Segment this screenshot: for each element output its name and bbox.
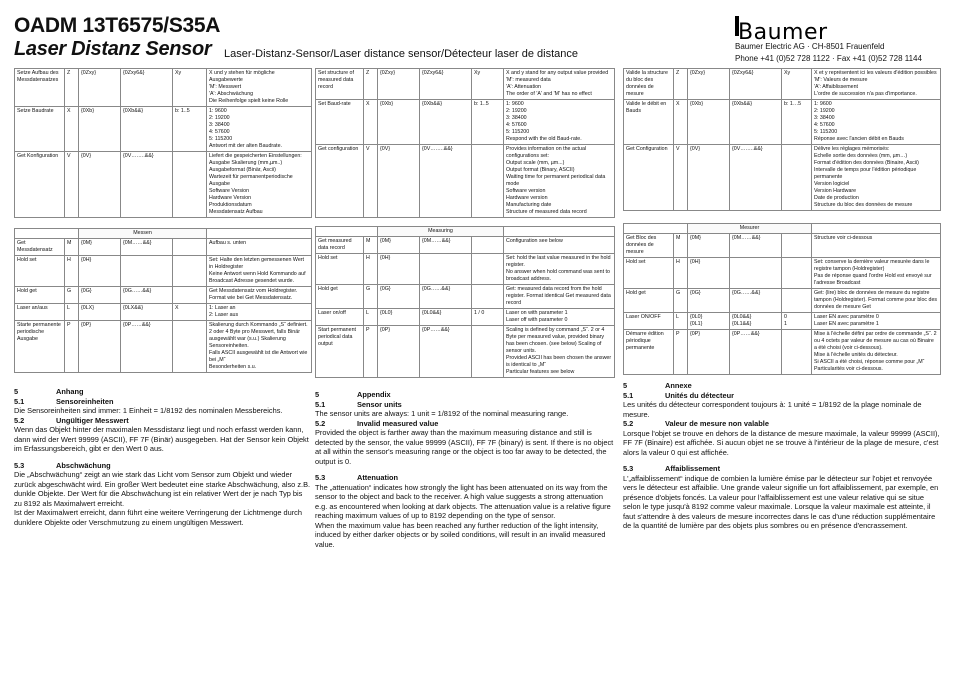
table-cell: G [65,287,79,304]
table-cell: b: 1..5 [472,100,504,145]
table-cell: P [364,326,378,378]
table-cell: G [364,285,378,309]
table-cell: 1: 9600 2: 19200 3: 38400 4: 57600 5: 115200 Respond with the old Baud-rate. [504,100,615,145]
table-cell: M [364,237,378,254]
table-cell: {0Zxy} [378,69,420,100]
table-cell [420,254,472,285]
table-cell [173,287,207,304]
table-cell: Set: hold the last value measured in the hold register. No answer when hold command was sent to broadcast address. [504,254,615,285]
section-heading: Attenuation [357,473,399,482]
table-cell: Hold get [15,287,65,304]
table-cell: X et y représentent ici les valeurs d'édition possibles 'M': Valeurs de mesure 'A': Affaiblissement L'ordre de succession n'a pas d'importance. [812,69,941,100]
table-cell [472,285,504,309]
table-row [624,100,941,145]
section-heading: Ungültiger Messwert [56,415,129,425]
table-section-header: Measuring [378,227,504,237]
table-row [15,256,312,287]
table-cell: {0Zxy6&} [420,69,472,100]
table-cell: Aufbau s. unten [207,239,312,256]
table-cell: {0G} [378,285,420,309]
table-cell: {0P……&&} [420,326,472,378]
table-cell: Hold set [624,258,674,289]
table-cell: {0G……&&} [730,289,782,313]
table-row [624,234,941,258]
table-cell: {0Xb} [688,100,730,145]
table-cell: Valide le débit en Bauds [624,100,674,145]
measure-table-body [15,229,312,373]
section-number: 5 [14,387,19,396]
table-row [15,287,312,304]
table-cell: 1: 9600 2: 19200 3: 38400 4: 57600 5: 115200 Antwort mit der alten Baudrate. [207,107,312,152]
table-cell: Xy [173,69,207,107]
table-row [316,237,615,254]
table-cell: Get Konfiguration [15,152,65,218]
section-number: 5.3 [14,460,25,470]
table-cell: {0H} [79,256,121,287]
section-heading: Appendix [357,390,391,399]
table-header-row [316,227,615,237]
table-cell: Z [674,69,688,100]
table-cell: {0H} [688,258,730,289]
section-number: 5.2 [14,415,25,425]
table-cell: Get measured data record [316,237,364,254]
table-cell: Configuration see below [504,237,615,254]
table-cell: {0Xb} [79,107,121,152]
table-cell: Xy [782,69,812,100]
section-heading: Unités du détecteur [665,390,734,400]
table-cell: Start permanent periodical data output [316,326,364,378]
table-cell [121,256,173,287]
table-cell: Valide la structure du bloc des données de mesure [624,69,674,100]
table-cell: Laser ON/OFF [624,313,674,330]
section-number: 5.2 [315,418,326,428]
table-cell: Provides information on the actual configurations set: Output scale (mm, µm...) Output format (Binary, ASCII) Waiting time for permanent periodical data mode Software version Hardware version Manufacturing date Structure of measured data record [504,145,615,218]
table-cell: X und y stehen für mögliche Ausgabewerte 'M': Messwert 'A': Abschwächung Die Reihenfolge spielt keine Rolle [207,69,312,107]
table-cell [782,258,812,289]
section-body: Die „Abschwächung“ zeigt an wie stark das Licht vom Sensor zum Objekt und wieder zurück abgeschwächt wird. Ein großer Wert bedeutet eine starke Abschwächung, also z.B. dunkle Objekte. Der Wert für die Abschwächung ist ein relativer Wert der je nach Typ bis zu 8192 als Maximalwert erreicht. Ist der Maximalwert erreicht, dann führt eine weitere Verringerung der Lichtmenge durch dunklere Objekte oder Verschmutzung zu einem ungültigen Messwert. [14,470,311,527]
section-number: 5.1 [14,396,25,406]
table-cell: X [364,100,378,145]
table-cell: {0Zxy} [79,69,121,107]
section-number: 5 [623,381,628,390]
table-cell: Z [364,69,378,100]
table-cell: P [674,330,688,375]
table-cell: {0M} [378,237,420,254]
table-cell: H [364,254,378,285]
section-number: 5.3 [623,464,634,473]
table-cell: Get: measured data record from the hold register. Format identical Get measured data record [504,285,615,309]
section-heading: Annexe [665,381,692,390]
table-cell: G [674,289,688,313]
table-cell: {0M……&&} [730,234,782,258]
table-header-row [624,224,941,234]
table-cell: Set: Halte den letzten gemessenen Wert in Holdregister Keine Antwort wenn Hold Kommando auf Broadcast Adresse gesendet wurde. [207,256,312,287]
table-cell: Setze Baudrate [15,107,65,152]
table-cell: {0M……&&} [420,237,472,254]
section-number: 5.1 [315,399,326,409]
table-cell: {0P} [378,326,420,378]
section-heading: Valeur de mesure non valable [665,419,769,428]
table-cell: Scaling is defined by command „S“. 2 or 4 Byte per measured value, provided binary has been chosen. (see below) Scaling of sensor units. Provided ASCII has been chosen the answer is identical to „M“ Particular features see below [504,326,615,378]
table-cell [812,224,941,234]
table-cell: {0Zxy6&} [121,69,173,107]
table-cell: {0L0&&} [420,309,472,326]
table-cell: X [173,304,207,321]
multilingual-subtitle: Laser-Distanz-Sensor/Laser distance sensor/Détecteur laser de distance [224,48,579,60]
company-address [735,41,922,65]
section-body: Les unités du détecteur correspondent toujours à: 1 unité = 1/8192 de la plage nominale de mesure. [623,400,922,419]
table-cell: {0LX&&} [121,304,173,321]
table-cell: Starte permanente periodische Ausgabe [15,321,65,373]
table-cell: {0M} [79,239,121,256]
table-cell: Get Messdatensatz vom Holdregister. Format wie bei Get Messdatensatz. [207,287,312,304]
table-section-header: Messen [79,229,207,239]
table-cell: Skalierung durch Kommando „S“ definiert. 2 oder 4 Byte pro Messwert, falls Binär ausgewählt war (s.u.) Skalierung Sensoreinheiten. Falls ASCII ausgewählt ist die Antwort wie bei „M“ Besonderheiten s.u. [207,321,312,373]
table-row [316,285,615,309]
table-cell [472,145,504,218]
column-french [623,68,941,531]
section-body: Wenn das Objekt hinter der maximalen Messdistanz liegt und noch erfasst werden kann, dann wird der Wert 99999 (ASCII), FF 7F (Binär) ausgegeben. Hat der Sensor kein Objekt im Erfassungsbereich, gibt er den Wert 0 aus. [14,425,309,453]
table-cell: {0V} [79,152,121,218]
table-cell [504,227,615,237]
table-row [624,145,941,211]
table-cell: Get Messdatensatz [15,239,65,256]
section-body: Provided the object is farther away than the maximum measuring distance and still is detected by the sensor, the value 99999 (ASCII), FF 7F (binary) is sent. If there is no object at all within the sensor's measuring range or the object is too far away to be detected, the output is 0. [315,428,614,466]
table-cell: {0Zxy} [688,69,730,100]
company-line-1: Baumer Electric AG · CH-8501 Frauenfeld [735,42,885,51]
table-cell: V [674,145,688,211]
table-cell: V [65,152,79,218]
table-cell: Hold set [316,254,364,285]
table-cell: L [674,313,688,330]
table-cell: {0M……&&} [121,239,173,256]
table-header-row [15,229,312,239]
table-cell [472,326,504,378]
table-cell [173,239,207,256]
measure-table [623,223,941,375]
section-heading: Sensor units [357,399,402,409]
table-cell: b: 1…5 [782,100,812,145]
table-cell: b: 1..5 [173,107,207,152]
table-cell: Hold get [624,289,674,313]
table-cell: {0L0} [378,309,420,326]
table-row [15,107,312,152]
table-row [624,313,941,330]
table-cell: Mise à l'échelle défini par ordre de commande „S“. 2 ou 4 octets par valeur de mesure au cas où Binaire a été choisi (voir ci-dessous). Mise à l'échelle unités du détecteur. Si ASCII a été choisi, réponse comme pour „M“ Particularités voir ci-dessous. [812,330,941,375]
table-cell: Structure voir ci-dessous [812,234,941,258]
table-cell: {0G……&&} [121,287,173,304]
table-cell: Liefert die gespeicherten Einstellungen: Ausgabe Skalierung (mm,µm..) Ausgabeformat (Binär, Ascii) Wartezeit für permanentperiodische Ausgabe Software Version Hardware Version Produktionsdatum Messdatensatz Aufbau [207,152,312,218]
measure-table-body [316,227,615,378]
table-row [624,69,941,100]
table-cell: 1: 9600 2: 19200 3: 38400 4: 57600 5: 115200 Réponse avec l'ancien débit en Bauds [812,100,941,145]
table-cell [316,227,378,237]
measure-table [14,228,312,373]
table-cell: {0H} [378,254,420,285]
table-cell: {0Xb&&} [121,107,173,152]
appendix-section [623,381,941,531]
section-number: 5.2 [623,419,634,428]
table-section-header: Mesurer [688,224,812,234]
baumer-logo: Baumer [738,20,828,45]
table-cell: M [65,239,79,256]
config-table [623,68,941,211]
table-cell: L [65,304,79,321]
table-cell: Laser EN avec paramètre 0 Laser EN avec paramètre 1 [812,313,941,330]
table-cell: Set Baud-rate [316,100,364,145]
document-subtitle: Laser Distanz Sensor [14,38,212,60]
table-cell: Get: (lire) bloc de données de mesure du registre tampon (Holdregister). Format comme pour bloc des données de mesure Get [812,289,941,313]
config-table [315,68,615,218]
section-heading: Sensoreinheiten [56,396,114,406]
table-cell: Set: conserve la dernière valeur mesurée dans le registre tampon (Holdregister) Pas de réponse quand l'ordre Hold est envoyé sur l'adresse Broadcast [812,258,941,289]
table-cell [782,289,812,313]
table-cell: {0P……&&} [730,330,782,375]
table-cell: 0 1 [782,313,812,330]
table-cell: Get Bloc des données de mesure [624,234,674,258]
table-cell: Xy [472,69,504,100]
table-cell: Setze Aufbau des Messdatensatzes [15,69,65,107]
config-table-body [624,69,941,211]
section-heading: Affaiblissement [665,464,721,473]
section-body: The sensor units are always: 1 unit = 1/8192 of the nominal measuring range. [315,409,569,418]
table-cell: {0P} [79,321,121,373]
table-cell: {0V……..&&} [730,145,782,211]
table-row [15,304,312,321]
table-row [624,330,941,375]
table-cell: {0V} [378,145,420,218]
table-cell [472,254,504,285]
table-cell: {0G} [688,289,730,313]
table-cell: {0L0&&} {0L1&&} [730,313,782,330]
section-number: 5.1 [623,390,634,400]
table-row [15,152,312,218]
section-heading: Abschwächung [56,460,111,470]
table-cell: Get configuration [316,145,364,218]
table-cell: {0L0} {0L1} [688,313,730,330]
config-table-body [316,69,615,218]
measure-table-body [624,224,941,375]
section-number: 5 [315,390,320,399]
table-cell: P [65,321,79,373]
table-cell: {0G} [79,287,121,304]
table-row [316,69,615,100]
section-number: 5.3 [315,473,326,482]
config-table-body [15,69,312,218]
table-cell: Z [65,69,79,107]
table-cell: {0Xb} [378,100,420,145]
section-body: Lorsque l'objet se trouve en dehors de la distance de mesure maximale, la valeur 99999 (ASCII), FF 7F (Binaire) est affichée. Si aucun objet ne se trouve à l'intérieur de la plage de mesure, c'est alors la valeur 0 qui est affichée. [623,428,940,457]
table-cell: {0P……&&} [121,321,173,373]
table-cell: X and y stand for any output value provided 'M': measured data 'A': Attenuation The order of 'A' and 'M' has no effect [504,69,615,100]
measure-table [315,226,615,378]
table-cell [173,256,207,287]
section-body: Die Sensoreinheiten sind immer: 1 Einheit = 1/8192 des nominalen Messbereichs. [14,406,283,415]
table-row [15,69,312,107]
table-cell [472,237,504,254]
table-cell: {0V} [688,145,730,211]
table-cell: {0M} [688,234,730,258]
appendix-section [14,387,312,527]
table-row [316,254,615,285]
table-row [316,100,615,145]
table-cell [782,330,812,375]
table-cell [173,321,207,373]
table-cell: H [65,256,79,287]
table-row [624,289,941,313]
company-line-2: Phone +41 (0)52 728 1122 · Fax +41 (0)52 728 1144 [735,54,922,63]
table-cell: X [65,107,79,152]
config-table [14,68,312,218]
table-cell [207,229,312,239]
table-row [316,309,615,326]
table-cell: {0V……..&&} [420,145,472,218]
table-cell: Délivre les réglages mémorisés: Echelle sortie des données (mm, µm…) Format d'édition des données (Binaire, Ascii) Intervalle de temps pour l'édition périodique permanente Version logiciel Version Hardware Date de production Structure du bloc des données de mesure [812,145,941,211]
table-row [15,239,312,256]
section-heading: Anhang [56,387,84,396]
table-cell: Laser on/off [316,309,364,326]
table-cell: H [674,258,688,289]
table-cell: {0Zxy6&} [730,69,782,100]
table-row [316,145,615,218]
table-cell: Démarre édition périodique permanente [624,330,674,375]
table-cell: {0V……..&&} [121,152,173,218]
section-body: L'„affaiblissement“ indique de combien la lumière émise par le détecteur sur l'objet et renvoyée vers le détecteur est affaiblie. Une grande valeur signifie un fort affaiblissement, par exemple, en présence d'objets foncés. La valeur pour l'affaiblissement est une valeur relative qui se situe selon le type jusqu'à 8192 comme valeur maximale. Lorsque la valeur maximale est atteinte, il faut s'attendre à des valeurs de mesure incorrectes dans le cas d'une réduction supplémentaire de la quantité de lumière par des objets plus sombres ou en présence d'encrassement. [623,473,939,530]
table-cell: Hold set [15,256,65,287]
table-cell: {0G……&&} [420,285,472,309]
section-heading: Invalid measured value [357,418,439,428]
table-cell: Hold get [316,285,364,309]
table-cell [730,258,782,289]
table-row [15,321,312,373]
table-cell [782,234,812,258]
table-cell: L [364,309,378,326]
page-header [0,0,954,70]
table-cell: {0Xb&&} [730,100,782,145]
table-cell: 1 / 0 [472,309,504,326]
table-cell: {0Xb&&} [420,100,472,145]
table-cell: {0LX} [79,304,121,321]
table-cell: {0P} [688,330,730,375]
table-cell: 1: Laser an 2: Laser aus [207,304,312,321]
table-cell [782,145,812,211]
table-cell [173,152,207,218]
table-row [624,258,941,289]
column-english [315,68,615,549]
table-cell [624,224,688,234]
appendix-section [315,390,615,549]
table-row [316,326,615,378]
section-body: The „attenuation“ indicates how strongly the light has been attenuated on its way from the sensor to the object and back to the receiver. A high value suggests a strong attenuation e.g. as encountered when looking at dark objects. The attenuation value is a relative figure reaching maximum values of up to 8192 depending on the type of sensor. When the maximum value has been reached any further reduction of the light intensity, induced by either darker objects or by soiled conditions, will result in an invalid measured value. [315,482,611,549]
table-cell: M [674,234,688,258]
table-cell: Get Configuration [624,145,674,211]
table-cell: Set structure of measured data record [316,69,364,100]
column-german [14,68,312,527]
document-title: OADM 13T6575/S35A [14,14,221,37]
table-cell: X [674,100,688,145]
table-cell: Laser on with parameter 1 Laser off with parameter 0 [504,309,615,326]
table-cell: V [364,145,378,218]
table-cell [15,229,79,239]
table-cell: Laser an/aus [15,304,65,321]
